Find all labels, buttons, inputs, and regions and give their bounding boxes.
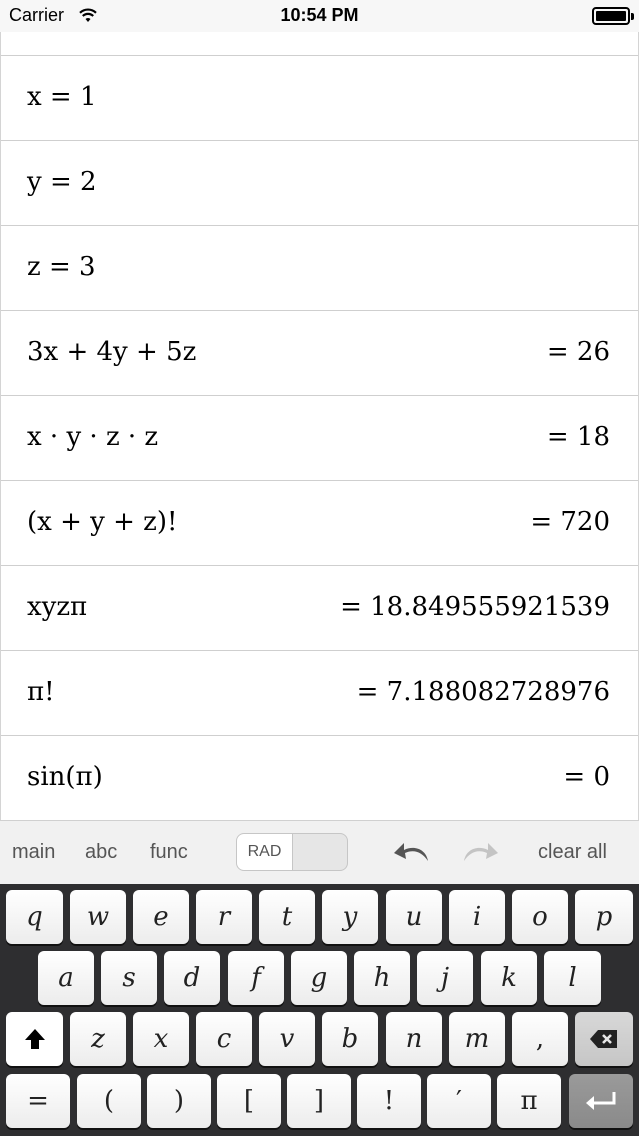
expression[interactable]: x = 1	[27, 82, 97, 112]
key-d[interactable]: d	[164, 951, 220, 1005]
expression[interactable]: sin(π)	[27, 762, 103, 792]
expression-row[interactable]	[1, 141, 638, 226]
key-x[interactable]: x	[133, 1012, 189, 1066]
result: = 26	[546, 337, 610, 367]
rad-deg-toggle[interactable]	[236, 833, 348, 871]
expression[interactable]: y = 2	[27, 167, 97, 197]
key-c[interactable]: c	[196, 1012, 252, 1066]
key-n[interactable]: n	[386, 1012, 442, 1066]
key-b[interactable]: b	[322, 1012, 378, 1066]
backspace-icon	[589, 1029, 619, 1049]
key-open-paren[interactable]: (	[77, 1074, 141, 1128]
battery-icon	[592, 7, 630, 25]
expression-row[interactable]	[1, 311, 638, 396]
expression-row[interactable]	[1, 396, 638, 481]
clear-all-button[interactable]: clear all	[538, 841, 607, 863]
result: = 720	[530, 507, 610, 537]
rad-option[interactable]: RAD	[237, 834, 293, 870]
expression-row[interactable]	[1, 481, 638, 566]
expression[interactable]: x · y · z · z	[27, 422, 159, 452]
expression[interactable]: xyzπ	[27, 592, 88, 622]
expression-list[interactable]	[0, 32, 639, 820]
key-e[interactable]: e	[133, 890, 189, 944]
key-j[interactable]: j	[417, 951, 473, 1005]
key-pi[interactable]: π	[497, 1074, 561, 1128]
key-p[interactable]: p	[575, 890, 633, 944]
carrier-label: Carrier	[9, 5, 65, 25]
backspace-key[interactable]	[575, 1012, 633, 1066]
expression-row[interactable]	[1, 736, 638, 820]
return-key[interactable]	[569, 1074, 633, 1128]
expression[interactable]: 3x + 4y + 5z	[27, 337, 197, 367]
key-prime[interactable]: ′	[427, 1074, 491, 1128]
key-t[interactable]: t	[259, 890, 315, 944]
key-g[interactable]: g	[291, 951, 347, 1005]
tab-abc[interactable]: abc	[85, 841, 118, 863]
key-f[interactable]: f	[228, 951, 284, 1005]
expression-row[interactable]	[1, 566, 638, 651]
key-u[interactable]: u	[386, 890, 442, 944]
clock: 10:54 PM	[280, 5, 359, 25]
expression-row[interactable]	[1, 651, 638, 736]
key-l[interactable]: l	[544, 951, 601, 1005]
expression[interactable]: (x + y + z)!	[27, 507, 178, 537]
key-r[interactable]: r	[196, 890, 252, 944]
key-w[interactable]: w	[70, 890, 126, 944]
key-o[interactable]: o	[512, 890, 568, 944]
expression-row[interactable]	[1, 226, 638, 311]
key-z[interactable]: z	[70, 1012, 126, 1066]
key-m[interactable]: m	[449, 1012, 505, 1066]
tab-main[interactable]: main	[12, 841, 56, 863]
expression[interactable]: π!	[27, 677, 55, 707]
expression-row[interactable]	[1, 56, 638, 141]
key-close-bracket[interactable]: ]	[287, 1074, 351, 1128]
result: = 18.849555921539	[340, 592, 610, 622]
redo-icon[interactable]	[460, 837, 500, 867]
undo-icon[interactable]	[392, 837, 432, 867]
status-bar	[0, 0, 639, 32]
result: = 7.188082728976	[356, 677, 610, 707]
result: = 0	[563, 762, 610, 792]
key-comma[interactable]: ,	[512, 1012, 568, 1066]
key-factorial[interactable]: !	[357, 1074, 421, 1128]
key-s[interactable]: s	[101, 951, 157, 1005]
expression[interactable]: z = 3	[27, 252, 96, 282]
key-i[interactable]: i	[449, 890, 505, 944]
key-close-paren[interactable]: )	[147, 1074, 211, 1128]
key-v[interactable]: v	[259, 1012, 315, 1066]
key-h[interactable]: h	[354, 951, 410, 1005]
key-a[interactable]: a	[38, 951, 94, 1005]
key-q[interactable]: q	[6, 890, 63, 944]
math-toolbar	[0, 820, 639, 884]
key-y[interactable]: y	[322, 890, 378, 944]
shift-key[interactable]	[6, 1012, 63, 1066]
expression-row-partial[interactable]	[1, 32, 638, 56]
tab-func[interactable]: func	[150, 841, 188, 863]
key-open-bracket[interactable]: [	[217, 1074, 281, 1128]
result: = 18	[546, 422, 610, 452]
shift-arrow-icon	[24, 1027, 46, 1051]
key-equals[interactable]: =	[6, 1074, 70, 1128]
return-icon	[584, 1090, 618, 1112]
key-k[interactable]: k	[481, 951, 537, 1005]
math-keyboard	[0, 884, 639, 1136]
